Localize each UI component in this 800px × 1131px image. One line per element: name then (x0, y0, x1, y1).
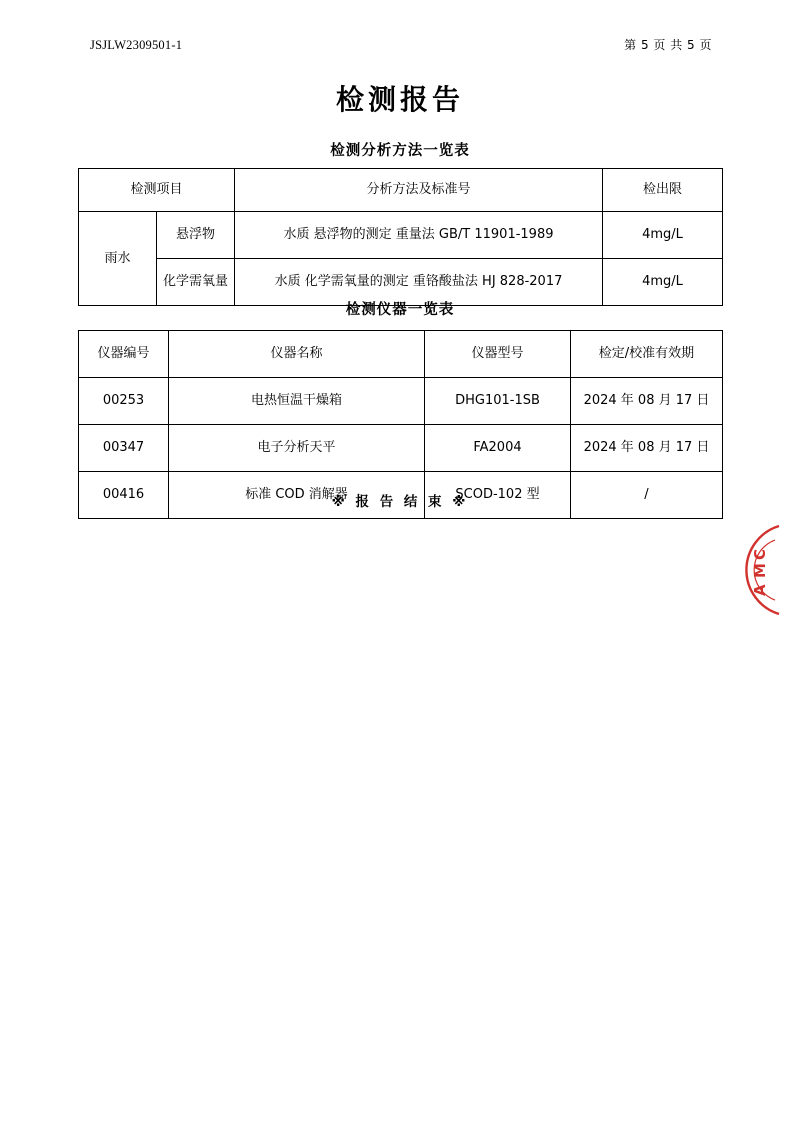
item-name-cell: 悬浮物 (157, 212, 235, 259)
svg-text:C: C (751, 548, 769, 560)
detection-limit-cell: 4mg/L (603, 259, 723, 306)
page-number: 第 5 页 共 5 页 (624, 38, 712, 52)
method-cell: 水质 悬浮物的测定 重量法 GB/T 11901-1989 (235, 212, 603, 259)
instrument-code-cell: 00253 (79, 378, 169, 425)
cma-stamp-icon (735, 520, 781, 620)
instrument-model-cell: DHG101-1SB (425, 378, 571, 425)
page-title: 检测报告 (335, 83, 464, 116)
sample-name-cell: 雨水 (79, 212, 157, 306)
calibration-validity-cell: 2024 年 08 月 17 日 (571, 425, 723, 472)
document-header (90, 36, 712, 56)
report-end-mark: ※ 报 告 结 束 ※ (331, 494, 469, 510)
table-header-row (79, 169, 723, 212)
calibration-validity-cell: 2024 年 08 月 17 日 (571, 378, 723, 425)
methods-table-caption: 检测分析方法一览表 (330, 143, 470, 159)
svg-text:A: A (751, 584, 769, 596)
instrument-model-cell: FA2004 (425, 425, 571, 472)
method-cell: 水质 化学需氧量的测定 重铬酸盐法 HJ 828-2017 (235, 259, 603, 306)
column-header-instrument-name: 仪器名称 (169, 331, 425, 378)
table-row (79, 425, 723, 472)
column-header-limit: 检出限 (603, 169, 723, 212)
calibration-validity-cell: / (571, 472, 723, 519)
table-row (79, 378, 723, 425)
instrument-model-cell: SCOD-102 型 (425, 472, 571, 519)
report-code: JSJLW2309501-1 (90, 38, 183, 52)
instrument-name-cell: 标准 COD 消解器 (169, 472, 425, 519)
table-row (79, 212, 723, 259)
column-header-calibration-validity: 检定/校准有效期 (571, 331, 723, 378)
column-header-instrument-code: 仪器编号 (79, 331, 169, 378)
table-header-row (79, 331, 723, 378)
column-header-method: 分析方法及标准号 (235, 169, 603, 212)
column-header-item: 检测项目 (79, 169, 235, 212)
detection-limit-cell: 4mg/L (603, 212, 723, 259)
instruments-table-caption: 检测仪器一览表 (345, 302, 455, 318)
instrument-name-cell: 电子分析天平 (169, 425, 425, 472)
instrument-code-cell: 00347 (79, 425, 169, 472)
svg-text:M: M (751, 563, 769, 578)
methods-table (78, 168, 723, 306)
instrument-code-cell: 00416 (79, 472, 169, 519)
instrument-name-cell: 电热恒温干燥箱 (169, 378, 425, 425)
column-header-instrument-model: 仪器型号 (425, 331, 571, 378)
item-name-cell: 化学需氧量 (157, 259, 235, 306)
